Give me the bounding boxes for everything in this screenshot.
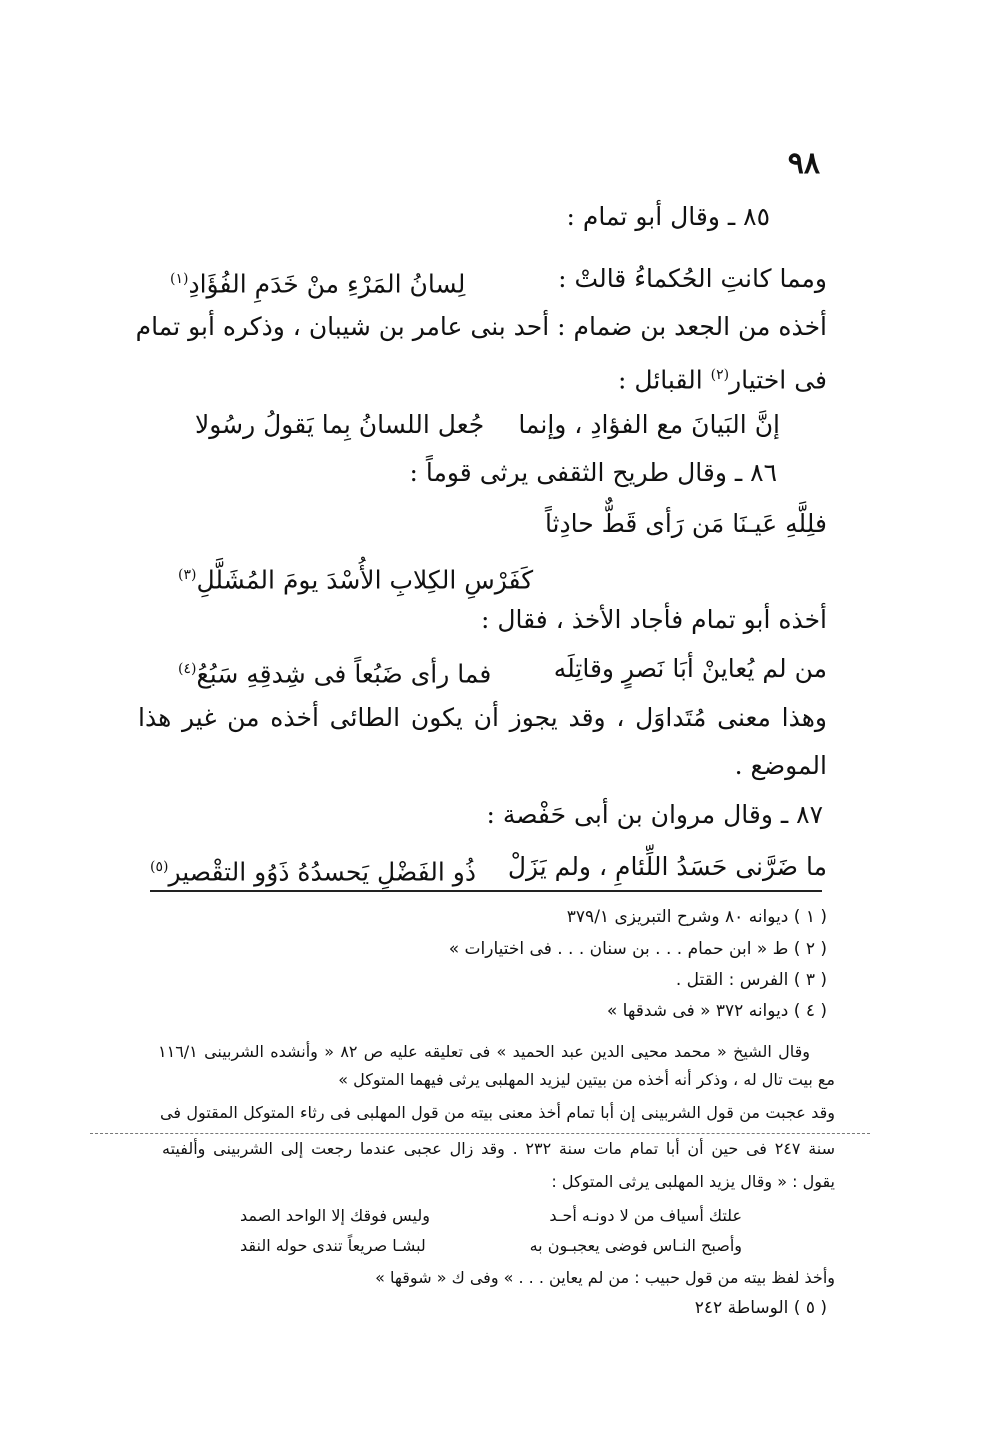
verse-5-first-hemistich: ما ضَرَّنى حَسَدُ اللِّئامِ ، ولم يَزَلْ [507, 852, 827, 881]
footnote-4-note-line: وأخذ لفظ بيته من قول حبيب : من لم يعاين . . . » وفى ك « شوقها » [375, 1268, 835, 1287]
section-86-heading: ٨٦ ـ وقال طريح الثقفى يرثى قوماً : [409, 458, 777, 487]
footnote-ref-5: (٥) [150, 859, 169, 875]
verse-text: ذُو الفَضْلِ يَحسدُهُ ذَوُو التقْصير [168, 857, 476, 887]
quoted-verse-1-second-hemistich: وليس فوقك إلا الواحد الصمد [240, 1206, 430, 1225]
verse-4-second-hemistich [178, 652, 491, 691]
footnote-4-note-line: مع بيت تال له ، وذكر أنه أخذه من بيتين ليزيد المهلبى يرثى فيهما المتوكل » [338, 1070, 835, 1089]
footnote-ref-3: (٣) [178, 567, 197, 583]
section-87-heading: ٨٧ ـ وقال مروان بن أبى حَفْصة : [486, 800, 823, 829]
footnote-5: ( ٥ ) الوساطة ٢٤٢ [694, 1298, 827, 1318]
quoted-verse-1-first-hemistich: علتك أسياف من لا دونـه أحـد [549, 1206, 742, 1225]
verse-text: لِسانُ المَرْءِ منْ خَدَمِ الفُؤَادِ [188, 269, 466, 299]
prose-line-3: أخذه أبو تمام فأجاد الأخذ ، فقال : [481, 605, 827, 634]
quoted-verse-2-second-hemistich: لبشـا صريعاً تندى حوله النقد [240, 1236, 426, 1255]
prose-text-cont: القبائل : [618, 365, 711, 395]
verse-4-first-hemistich: من لم يُعاينْ أبَا نَصرٍ وقاتِلَه [553, 654, 827, 683]
footnote-4-note-line: وقد عجبت من قول الشربينى إن أبا تمام أخذ معنى بيته من قول المهلبى فى رثاء المتوكل المقتول فى [160, 1103, 835, 1122]
footnote-ref-4: (٤) [178, 661, 197, 677]
verse-2-second-hemistich: جُعل اللسانُ بِما يَقولُ رسُولا [195, 410, 485, 439]
verse-2-first-hemistich: إنَّ البَيانَ مع الفؤادِ ، وإنما [518, 410, 780, 439]
verse-3-second-hemistich [178, 558, 533, 597]
verse-text: فما رأى ضَبُعاً فى شِدقِهِ سَبُعُ [196, 659, 492, 689]
prose-line-5: الموضع . [734, 751, 827, 780]
verse-1-first-hemistich: ومما كانتِ الحُكماءُ قالتْ : [558, 264, 827, 293]
footnote-4: ( ٤ ) ديوانه ٣٧٢ « فى شدقها » [606, 1001, 827, 1021]
footnote-ref-2: (٢) [710, 367, 730, 383]
prose-text: فى اختيار [729, 365, 827, 395]
prose-line-4: وهذا معنى مُتَداوَل ، وقد يجوز أن يكون الطائى أخذه من غير هذا [138, 703, 827, 732]
quoted-verse-2-first-hemistich: وأصبح النـاس فوضى يعجبـون به [529, 1236, 742, 1255]
footnote-ref-1: (١) [170, 271, 189, 287]
divider [90, 1133, 870, 1134]
footnote-4-note-line: وقال الشيخ « محمد محيى الدين عبد الحميد » فى تعليقه عليه ص ٨٢ « وأنشده الشربينى ١١٦/١ [158, 1042, 810, 1061]
footnote-3: ( ٣ ) الفرس : القتل . [675, 970, 827, 990]
verse-5-second-hemistich [150, 850, 476, 889]
footnote-4-note-line: يقول : « وقال يزيد المهلبى يرثى المتوكل : [551, 1172, 835, 1191]
footnote-4-note-line: سنة ٢٤٧ فى حين أن أبا تمام مات سنة ٢٣٢ . وقد زال عجبى عندما رجعت إلى الشربينى وألفيته [162, 1139, 836, 1158]
page-number: ٩٨ [787, 146, 820, 181]
verse-1-second-hemistich [170, 262, 465, 301]
section-85-heading: ٨٥ ـ وقال أبو تمام : [566, 202, 770, 231]
footnote-2: ( ٢ ) ط « ابن حمام . . . بن سنان . . . فى اختيارات » [448, 939, 827, 959]
prose-line: أخذه من الجعد بن ضمام : أحد بنى عامر بن شيبان ، وذكره أبو تمام [135, 312, 827, 341]
footnote-separator [150, 890, 822, 892]
verse-3-first-hemistich: فلِلَّهِ عَيـنَا مَن رَأى قَطٌّ حادِثاً [544, 509, 827, 538]
verse-text: كَفَرْسِ الكِلابِ الأُسْدَ يومَ المُشَلَّلِ [196, 565, 534, 595]
footnote-1: ( ١ ) ديوانه ٨٠ وشرح التبريزى ٣٧٩/١ [566, 907, 827, 927]
prose-line-2 [618, 358, 827, 397]
